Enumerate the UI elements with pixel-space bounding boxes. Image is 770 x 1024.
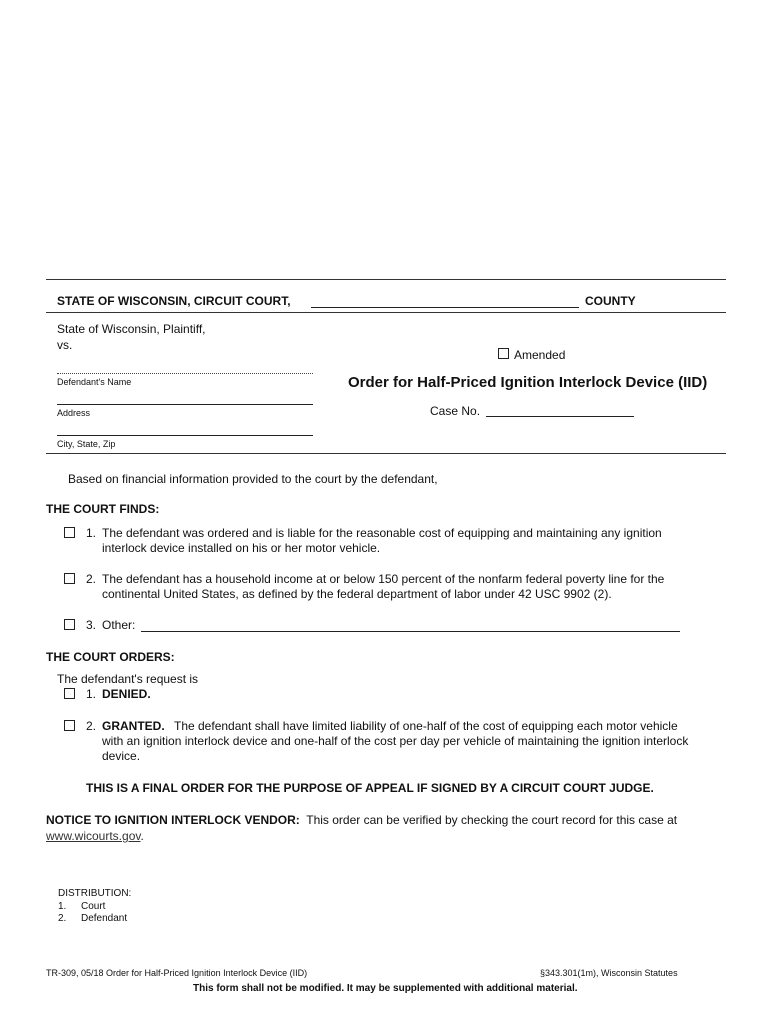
finds-2-line2: continental United States, as defined by the federal department of labor under 42 USC 9902 (2). — [102, 587, 612, 601]
notice-text: This order can be verified by checking the court record for this case at — [306, 813, 678, 827]
vs-line: vs. — [57, 338, 73, 352]
distribution-label: DISTRIBUTION: — [58, 888, 132, 899]
county-name-line — [311, 307, 579, 308]
finds-2-num: 2. — [86, 572, 97, 586]
orders-1-checkbox[interactable] — [64, 688, 75, 699]
orders-2-line1: The defendant shall have limited liability of one-half of the cost of equipping each motor vehicle — [174, 719, 678, 733]
footer-statute: §343.301(1m), Wisconsin Statutes — [540, 968, 678, 978]
plaintiff-line: State of Wisconsin, Plaintiff, — [57, 322, 206, 336]
distribution-num: 2. — [58, 913, 67, 924]
defendant-name-line — [57, 373, 313, 374]
distribution-item — [58, 901, 106, 912]
distribution-text: Defendant — [81, 913, 128, 924]
court-label: STATE OF WISCONSIN, CIRCUIT COURT, — [57, 294, 291, 308]
finds-3-other-label: Other: — [102, 618, 136, 632]
intro-text: Based on financial information provided to the court by the defendant, — [68, 472, 438, 486]
final-order-statement: THIS IS A FINAL ORDER FOR THE PURPOSE OF APPEAL IF SIGNED BY A CIRCUIT COURT JUDGE. — [86, 781, 654, 795]
finds-3-num: 3. — [86, 618, 97, 632]
notice-paragraph — [46, 812, 726, 844]
city-line — [57, 435, 313, 436]
amended-checkbox[interactable] — [498, 348, 509, 359]
finds-3-checkbox[interactable] — [64, 619, 75, 630]
finds-1-num: 1. — [86, 526, 97, 540]
defendant-name-label: Defendant's Name — [57, 377, 132, 387]
caption-rule — [46, 453, 726, 454]
orders-1-num: 1. — [86, 687, 97, 701]
court-finds-heading: THE COURT FINDS: — [46, 502, 160, 516]
distribution-num: 1. — [58, 901, 67, 912]
case-no-line — [486, 416, 634, 417]
denied-label: DENIED. — [102, 687, 151, 701]
header-rule — [46, 312, 726, 313]
finds-2-line1: The defendant has a household income at or below 150 percent of the nonfarm federal poverty line for the — [102, 572, 665, 586]
county-label: COUNTY — [585, 294, 636, 308]
court-orders-heading: THE COURT ORDERS: — [46, 650, 175, 664]
notice-period: . — [140, 829, 144, 843]
request-label: The defendant's request is — [57, 672, 199, 686]
case-no-label: Case No. — [430, 404, 481, 418]
amended-label: Amended — [514, 348, 566, 362]
finds-1-line2: interlock device installed on his or her motor vehicle. — [102, 541, 381, 555]
distribution-text: Court — [81, 901, 106, 912]
notice-label: NOTICE TO IGNITION INTERLOCK VENDOR: — [46, 813, 300, 827]
form-title: Order for Half-Priced Ignition Interlock Device (IID) — [348, 374, 708, 391]
distribution-item — [58, 913, 128, 924]
orders-2-line3: device. — [102, 749, 141, 763]
wicourts-link[interactable]: www.wicourts.gov — [46, 829, 141, 843]
orders-2-num: 2. — [86, 719, 97, 733]
top-rule — [46, 279, 726, 280]
address-label: Address — [57, 408, 91, 418]
orders-2-line2: with an ignition interlock device and one-half of the cost per day per vehicle of maintaining the ignition interlock — [102, 734, 689, 748]
other-line[interactable] — [141, 631, 680, 632]
finds-1-line1: The defendant was ordered and is liable for the reasonable cost of equipping and maintaining any ignition — [102, 526, 662, 540]
footer-notice: This form shall not be modified. It may be supplemented with additional material. — [193, 983, 578, 994]
city-label: City, State, Zip — [57, 439, 116, 449]
granted-label: GRANTED. — [102, 719, 165, 733]
orders-2-checkbox[interactable] — [64, 720, 75, 731]
footer-form-id: TR-309, 05/18 Order for Half-Priced Ignition Interlock Device (IID) — [46, 968, 308, 978]
finds-2-checkbox[interactable] — [64, 573, 75, 584]
finds-1-checkbox[interactable] — [64, 527, 75, 538]
address-line — [57, 404, 313, 405]
